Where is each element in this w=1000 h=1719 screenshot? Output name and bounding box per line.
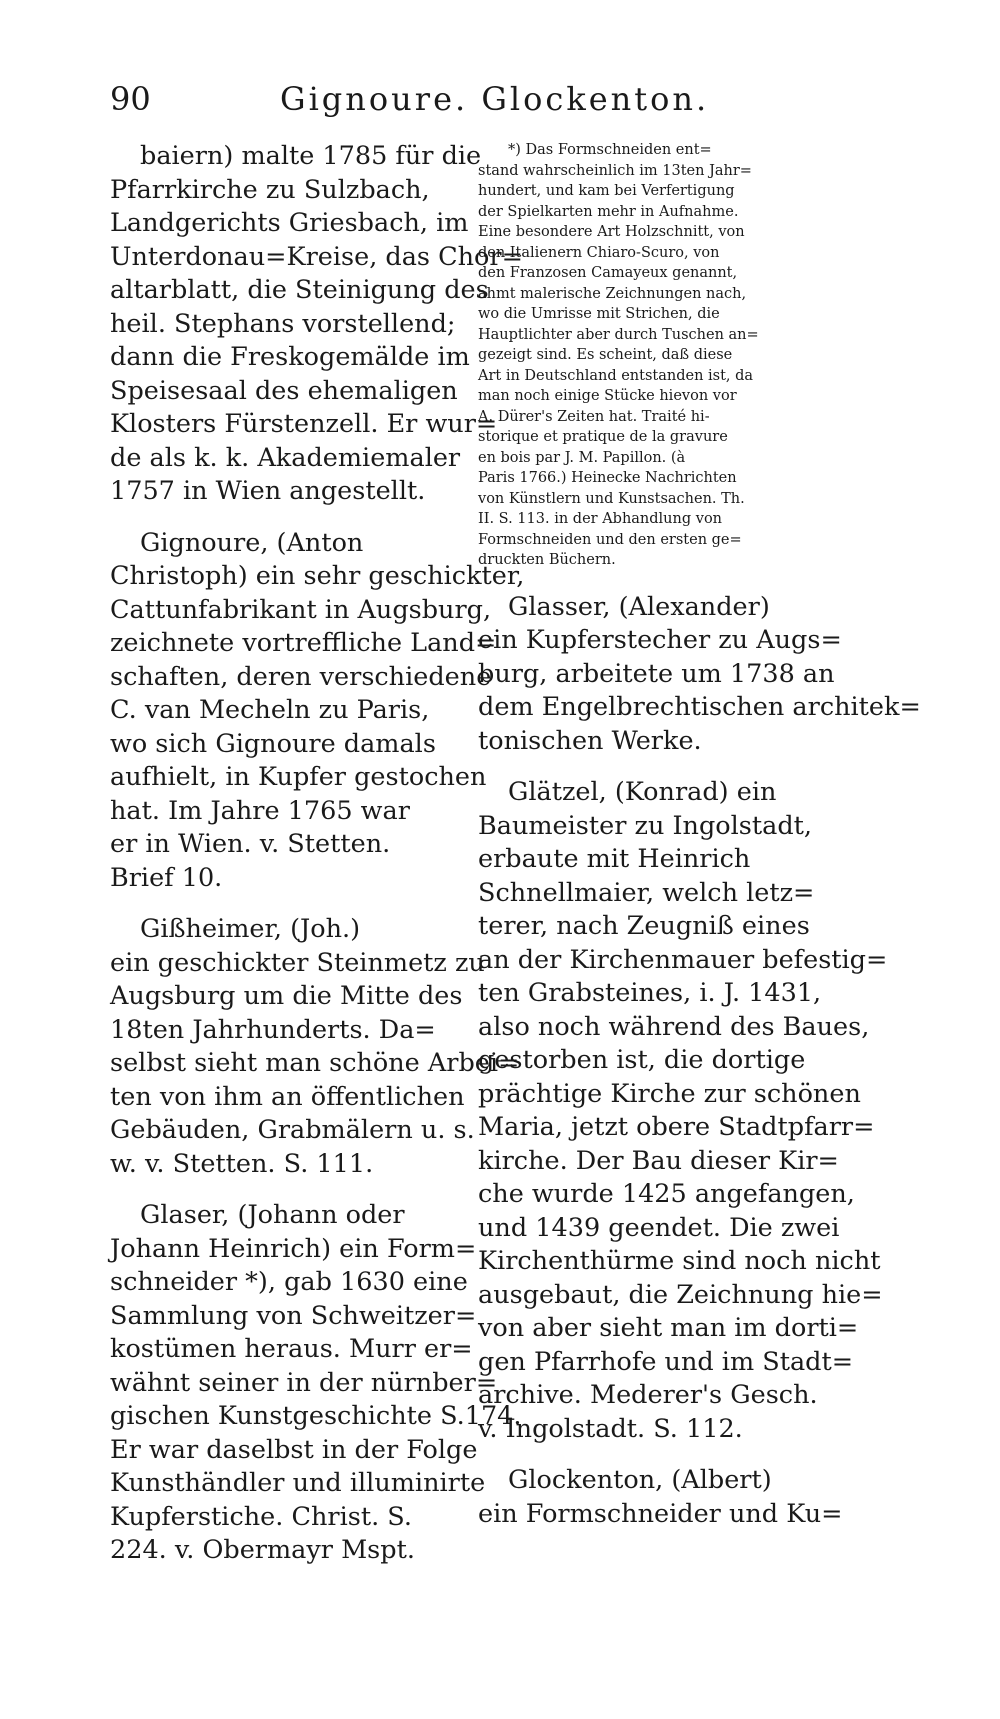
entry-heading-line: Glätzel, (Konrad) ein xyxy=(508,777,777,807)
text-line: Gebäuden, Grabmälern u. s. xyxy=(110,1115,475,1145)
text-line: ten Grabsteines, i. J. 1431, xyxy=(478,978,822,1008)
text-line: w. v. Stetten. S. 111. xyxy=(110,1148,374,1179)
footnote-line: Hauptlichter aber durch Tuschen an= xyxy=(478,326,759,343)
entry xyxy=(110,140,523,509)
text-line: kostümen heraus. Murr er= xyxy=(110,1334,473,1364)
entry xyxy=(478,776,888,1446)
text-line: Kunsthändler und illuminirte xyxy=(110,1468,486,1498)
entry-heading-line: Gignoure, (Anton xyxy=(140,527,364,558)
text-line: Sammlung von Schweitzer= xyxy=(110,1300,477,1331)
text-line: archive. Mederer's Gesch. xyxy=(478,1380,818,1410)
text-line: 18ten Jahrhunderts. Da= xyxy=(110,1014,436,1045)
text-line: Cattunfabrikant in Augsburg, xyxy=(110,594,492,625)
text-line: ein geschickter Steinmetz zu xyxy=(110,947,485,978)
page-number: 90 xyxy=(110,80,151,118)
text-line: Pfarrkirche zu Sulzbach, xyxy=(110,174,430,205)
left-column xyxy=(110,140,525,1586)
text-line: 1757 in Wien angestellt. xyxy=(110,476,426,506)
text-line: Kirchenthürme sind noch nicht xyxy=(478,1246,881,1276)
text-line: ten von ihm an öffentlichen xyxy=(110,1081,465,1112)
entry xyxy=(478,591,921,759)
entry xyxy=(110,527,525,896)
footnote-line: *) Das Formschneiden ent= xyxy=(508,142,712,158)
text-line: Er war daselbst in der Folge xyxy=(110,1434,478,1465)
text-line: Maria, jetzt obere Stadtpfarr= xyxy=(478,1112,875,1142)
text-line: selbst sieht man schöne Arbei= xyxy=(110,1048,520,1078)
text-line: de als k. k. Akademiemaler xyxy=(110,442,461,473)
text-line: terer, nach Zeugniß eines xyxy=(478,911,810,941)
text-line: v. Ingolstadt. S. 112. xyxy=(478,1413,743,1444)
text-line: Unterdonau=Kreise, das Chor= xyxy=(110,241,523,272)
text-line: kirche. Der Bau dieser Kir= xyxy=(478,1145,839,1176)
page-header xyxy=(110,80,730,130)
text-line: che wurde 1425 angefangen, xyxy=(478,1179,855,1209)
text-line: Schnellmaier, welch letz= xyxy=(478,877,815,908)
footnote-line: hundert, und kam bei Verfertigung xyxy=(478,183,735,199)
right-column xyxy=(478,140,921,1549)
text-line: ausgebaut, die Zeichnung hie= xyxy=(478,1279,883,1310)
text-line: ein Formschneider und Ku= xyxy=(478,1498,843,1529)
entry xyxy=(110,1199,522,1568)
footnote-line: Art in Deutschland entstanden ist, da xyxy=(478,367,754,384)
text-line: Landgerichts Griesbach, im xyxy=(110,208,469,238)
footnote xyxy=(478,140,838,571)
footnote-line: der Spielkarten mehr in Aufnahme. xyxy=(478,203,739,220)
footnote-line: wo die Umrisse mit Strichen, die xyxy=(478,306,720,322)
right-column-entries xyxy=(478,591,921,1532)
text-line: gischen Kunstgeschichte S.174. xyxy=(110,1401,522,1431)
entry-heading-line: Glockenton, (Albert) xyxy=(508,1465,772,1495)
footnote-line: ahmt malerische Zeichnungen nach, xyxy=(478,285,747,302)
text-line: Christoph) ein sehr geschickter, xyxy=(110,561,525,591)
entry-heading-line: Glasser, (Alexander) xyxy=(508,591,770,622)
text-line: aufhielt, in Kupfer gestochen xyxy=(110,762,487,792)
text-line: wo sich Gignoure damals xyxy=(110,728,436,759)
text-line: Johann Heinrich) ein Form= xyxy=(110,1233,477,1264)
entry-heading-line: baiern) malte 1785 für die xyxy=(140,141,482,171)
text-line: heil. Stephans vorstellend; xyxy=(110,308,456,339)
text-line: hat. Im Jahre 1765 war xyxy=(110,795,410,826)
text-line: an der Kirchenmauer befestig= xyxy=(478,944,888,975)
text-line: Klosters Fürstenzell. Er wur= xyxy=(110,409,498,439)
footnote-line: II. S. 113. in der Abhandlung von xyxy=(478,511,723,527)
text-line: von aber sieht man im dorti= xyxy=(478,1313,859,1343)
text-line: Brief 10. xyxy=(110,862,223,893)
text-line: burg, arbeitete um 1738 an xyxy=(478,658,835,689)
text-line: schneider *), gab 1630 eine xyxy=(110,1267,468,1297)
text-line: dann die Freskogemälde im xyxy=(110,342,470,372)
footnote-line: Paris 1766.) Heinecke Nachrichten xyxy=(478,470,737,486)
text-line: prächtige Kirche zur schönen xyxy=(478,1078,861,1109)
entry xyxy=(478,1464,843,1531)
footnote-line: Eine besondere Art Holzschnitt, von xyxy=(478,224,745,240)
footnote-line: von Künstlern und Kunstsachen. Th. xyxy=(478,490,745,507)
text-line: 224. v. Obermayr Mspt. xyxy=(110,1535,415,1565)
entry xyxy=(110,913,520,1181)
footnote-line: A. Dürer's Zeiten hat. Traité hi- xyxy=(478,408,710,425)
text-line: altarblatt, die Steinigung des xyxy=(110,275,489,305)
footnote-line: druckten Büchern. xyxy=(478,552,616,568)
entry-heading-line: Gißheimer, (Joh.) xyxy=(140,914,361,944)
text-line: Baumeister zu Ingolstadt, xyxy=(478,810,813,841)
footnote-line: storique et pratique de la gravure xyxy=(478,429,728,445)
footnote-line: den Franzosen Camayeux genannt, xyxy=(478,265,738,281)
footnote-line: en bois par J. M. Papillon. (à xyxy=(478,449,686,466)
text-line: gestorben ist, die dortige xyxy=(478,1045,806,1075)
text-line: Speisesaal des ehemaligen xyxy=(110,375,458,406)
entry-heading-line: Glaser, (Johann oder xyxy=(140,1200,405,1230)
footnote-line: stand wahrscheinlich im 13ten Jahr= xyxy=(478,162,752,179)
running-head: Gignoure. Glockenton. xyxy=(280,80,710,118)
text-line: schaften, deren verschiedene xyxy=(110,661,492,692)
footnote-line: gezeigt sind. Es scheint, daß diese xyxy=(478,347,733,363)
text-line: Augsburg um die Mitte des xyxy=(110,981,463,1011)
text-line: wähnt seiner in der nürnber= xyxy=(110,1367,498,1398)
text-line: zeichnete vortreffliche Land= xyxy=(110,628,497,658)
text-line: tonischen Werke. xyxy=(478,725,702,756)
text-line: und 1439 geendet. Die zwei xyxy=(478,1212,840,1243)
text-line: also noch während des Baues, xyxy=(478,1011,870,1042)
footnote-line: Formschneiden und den ersten ge= xyxy=(478,531,742,548)
text-line: dem Engelbrechtischen architek= xyxy=(478,692,921,722)
footnote-line: man noch einige Stücke hievon vor xyxy=(478,388,737,404)
text-line: Kupferstiche. Christ. S. xyxy=(110,1501,412,1532)
text-line: C. van Mecheln zu Paris, xyxy=(110,695,430,725)
text-line: er in Wien. v. Stetten. xyxy=(110,829,391,859)
text-line: ein Kupferstecher zu Augs= xyxy=(478,625,842,655)
footnote-line: den Italienern Chiaro-Scuro, von xyxy=(478,244,720,261)
text-line: erbaute mit Heinrich xyxy=(478,844,751,874)
text-line: gen Pfarrhofe und im Stadt= xyxy=(478,1346,854,1377)
